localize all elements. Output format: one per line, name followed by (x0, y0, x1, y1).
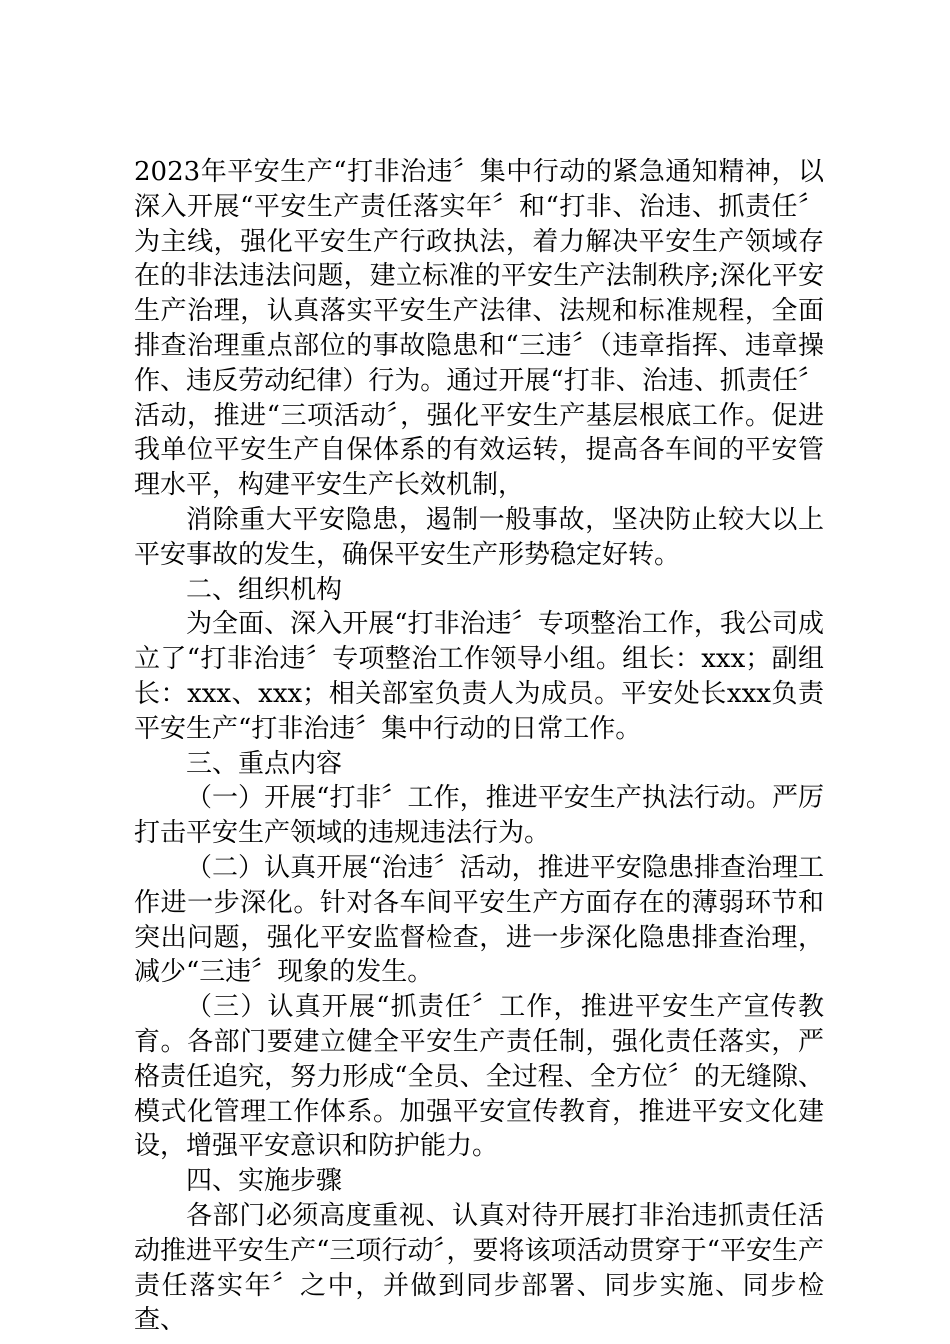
paragraph-goal: 消除重大平安隐患，遏制一般事故，坚决防止较大以上平安事故的发生，确保平安生产形势稳定好转。 (134, 504, 824, 570)
section-heading-implementation: 四、实施步骤 (186, 1166, 343, 1197)
paragraph-key-content-2: （二）认真开展“治违〞活动，推进平安隐患排查治理工作进一步深化。针对各车间平安生产方面存在的薄弱环节和突出问题，强化平安监督检查，进一步深化隐患排查治理，减少“三违〞现象的发生。 (134, 852, 824, 988)
paragraph-intro: 2023年平安生产“打非治违〞集中行动的紧急通知精神，以深入开展“平安生产责任落实年〞和“打非、治违、抓责任〞为主线，强化平安生产行政执法，着力解决平安生产领域存在的非法违法问题，建立标准的平安生产法制秩序;深化平安生产治理，认真落实平安生产法律、法规和标准规程，全面排查治理重点部位的事故隐患和“三违〞（违章指挥、违章操作、违反劳动纪律）行为。通过开展“打非、治违、抓责任〞活动，推进“三项活动〞，强化平安生产基层根底工作。促进我单位平安生产自保体系的有效运转，提高各车间的平安管理水平，构建平安生产长效机制， (134, 157, 824, 501)
paragraph-organization: 为全面、深入开展“打非治违〞专项整治工作，我公司成立了“打非治违〞专项整治工作领导小组。组长：xxx；副组长：xxx、xxx；相关部室负责人为成员。平安处长xxx负责平安生产“打非治违〞集中行动的日常工作。 (134, 609, 824, 744)
section-heading-organization: 二、组织机构 (186, 574, 343, 605)
paragraph-key-content-3: （三）认真开展“抓责任〞工作，推进平安生产宣传教育。各部门要建立健全平安生产责任制，强化责任落实，严格责任追究，努力形成“全员、全过程、全方位〞的无缝隙、模式化管理工作体系。加强平安宣传教育，推进平安文化建设，增强平安意识和防护能力。 (134, 992, 824, 1162)
paragraph-key-content-1: （一）开展“打非〞工作，推进平安生产执法行动。严厉打击平安生产领域的违规违法行为。 (134, 783, 824, 849)
paragraph-implementation: 各部门必须高度重视、认真对待开展打非治违抓责任活动推进平安生产“三项行动〞，要将该项活动贯穿于“平安生产责任落实年〞之中，并做到同步部署、同步实施、同步检查、 (134, 1200, 824, 1336)
section-heading-key-content: 三、重点内容 (186, 748, 343, 779)
document-body (134, 155, 824, 1338)
